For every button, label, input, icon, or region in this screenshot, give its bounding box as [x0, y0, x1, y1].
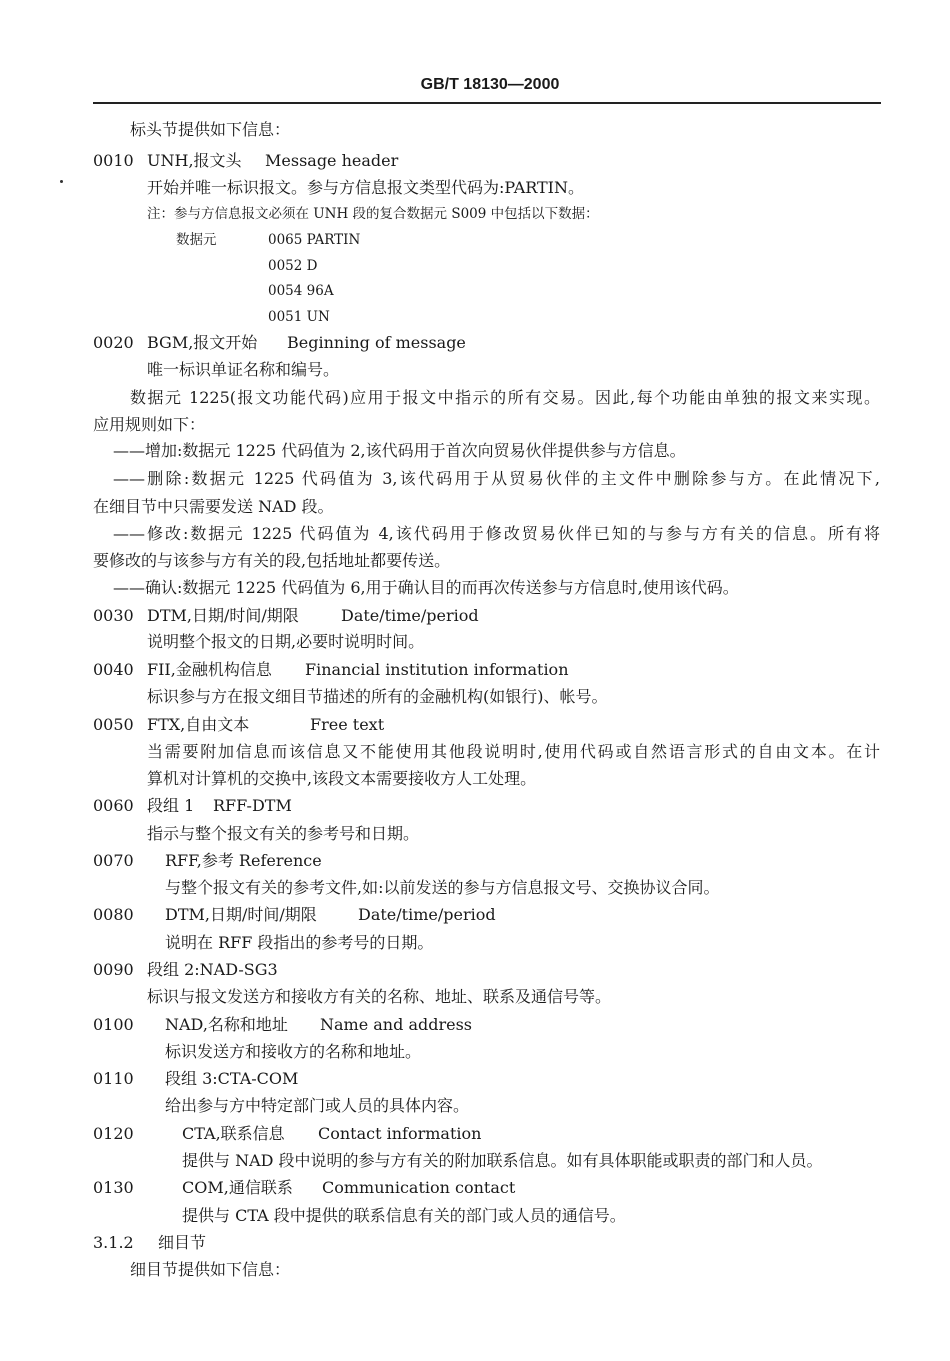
segment-code: 0050: [93, 715, 134, 734]
note: 注：参与方信息报文必须在 UNH 段的复合数据元 S009 中包括以下数据：: [147, 206, 599, 222]
segment-group-title: 段组 1: [147, 796, 195, 815]
segment-title: FTX,自由文本: [147, 715, 250, 734]
data-item: 0054 96A: [268, 283, 334, 299]
segment-title-en: Name and address: [320, 1015, 472, 1034]
data-element-label: 数据元: [176, 232, 217, 248]
header-rule: [93, 102, 881, 104]
segment-title-en: Date/time/period: [358, 905, 496, 924]
segment-desc: 唯一标识单证名称和编号。: [147, 360, 340, 379]
paragraph: 应用规则如下：: [93, 415, 206, 434]
segment-desc: 指示与整个报文有关的参考号和日期。: [147, 824, 420, 843]
segment-title: CTA,联系信息: [182, 1124, 285, 1143]
segment-code: 0130: [93, 1178, 134, 1197]
segment-desc: 标识发送方和接收方的名称和地址。: [165, 1042, 422, 1061]
segment-code: 0120: [93, 1124, 134, 1143]
intro-text: 标头节提供如下信息：: [130, 120, 291, 139]
paragraph: 数据元 1225(报文功能代码)应用于报文中指示的所有交易。因此,每个功能由单独的报文来实现。: [130, 388, 880, 407]
subsection-intro: 细目节提供如下信息：: [130, 1260, 291, 1279]
data-item: 0052 D: [268, 258, 318, 274]
rule-item: ——修改:数据元 1225 代码值为 4,该代码用于修改贸易伙伴已知的与参与方有关的信息。所有将: [113, 524, 880, 543]
segment-desc: 说明在 RFF 段指出的参考号的日期。: [165, 933, 434, 952]
segment-desc: 当需要附加信息而该信息又不能使用其他段说明时,使用代码或自然语言形式的自由文本。在计: [147, 742, 880, 761]
subsection-number: 3.1.2: [93, 1233, 134, 1252]
segment-desc: 说明整个报文的日期,必要时说明时间。: [147, 632, 425, 651]
segment-title: FII,金融机构信息: [147, 660, 272, 679]
segment-group-title: 段组 3:CTA-COM: [165, 1069, 299, 1088]
segment-title-en: Date/time/period: [341, 606, 479, 625]
segment-code: 0040: [93, 660, 134, 679]
segment-desc: 与整个报文有关的参考文件,如:以前发送的参与方信息报文号、交换协议合同。: [165, 878, 720, 897]
segment-code: 0030: [93, 606, 134, 625]
segment-desc: 算机对计算机的交换中,该段文本需要接收方人工处理。: [147, 769, 537, 788]
rule-item: 要修改的与该参与方有关的段,包括地址都要传送。: [93, 551, 451, 570]
segment-desc: 标识参与方在报文细目节描述的所有的金融机构(如银行)、帐号。: [147, 687, 608, 706]
standard-number-header: GB/T 18130—2000: [420, 76, 560, 93]
segment-group-name: RFF-DTM: [213, 796, 292, 815]
segment-title-en: Beginning of message: [287, 333, 466, 352]
rule-item: ——删除:数据元 1225 代码值为 3,该代码用于从贸易伙伴的主文件中删除参与方。在此情况下,: [113, 469, 880, 488]
segment-code: 0070: [93, 851, 134, 870]
segment-code: 0060: [93, 796, 134, 815]
segment-desc: 提供与 CTA 段中提供的联系信息有关的部门或人员的通信号。: [182, 1206, 626, 1225]
segment-title-en: Communication contact: [322, 1178, 516, 1197]
segment-code: 0090: [93, 960, 134, 979]
segment-title-en: Financial institution information: [305, 660, 569, 679]
segment-desc: 开始并唯一标识报文。参与方信息报文类型代码为:PARTIN。: [147, 178, 585, 197]
data-item: 0051 UN: [268, 309, 330, 325]
segment-title-en: Contact information: [318, 1124, 482, 1143]
segment-title-en: Message header: [265, 151, 399, 170]
segment-desc: 给出参与方中特定部门或人员的具体内容。: [165, 1096, 470, 1115]
data-item: 0065 PARTIN: [268, 232, 361, 248]
segment-code: 0020: [93, 333, 134, 352]
segment-desc: 提供与 NAD 段中说明的参与方有关的附加联系信息。如有具体职能或职责的部门和人员。: [182, 1151, 823, 1170]
subsection-title: 细目节: [158, 1233, 207, 1252]
segment-desc: 标识与报文发送方和接收方有关的名称、地址、联系及通信号等。: [147, 987, 612, 1006]
segment-title: BGM,报文开始: [147, 333, 258, 352]
segment-title: UNH,报文头: [147, 151, 242, 170]
segment-title: RFF,参考 Reference: [165, 851, 322, 870]
rule-item: ——确认:数据元 1225 代码值为 6,用于确认目的而再次传送参与方信息时,使用该代码。: [113, 578, 739, 597]
rule-item: 在细目节中只需要发送 NAD 段。: [93, 497, 334, 516]
segment-code: 0110: [93, 1069, 134, 1088]
segment-group-title: 段组 2:NAD-SG3: [147, 960, 278, 979]
segment-title: COM,通信联系: [182, 1178, 293, 1197]
scan-speck: [60, 180, 63, 183]
segment-title-en: Free text: [310, 715, 385, 734]
segment-title: DTM,日期/时间/期限: [147, 606, 299, 625]
segment-title: NAD,名称和地址: [165, 1015, 288, 1034]
segment-code: 0080: [93, 905, 134, 924]
rule-item: ——增加:数据元 1225 代码值为 2,该代码用于首次向贸易伙伴提供参与方信息。: [113, 441, 686, 460]
segment-title: DTM,日期/时间/期限: [165, 905, 317, 924]
segment-code: 0010: [93, 151, 134, 170]
segment-code: 0100: [93, 1015, 134, 1034]
